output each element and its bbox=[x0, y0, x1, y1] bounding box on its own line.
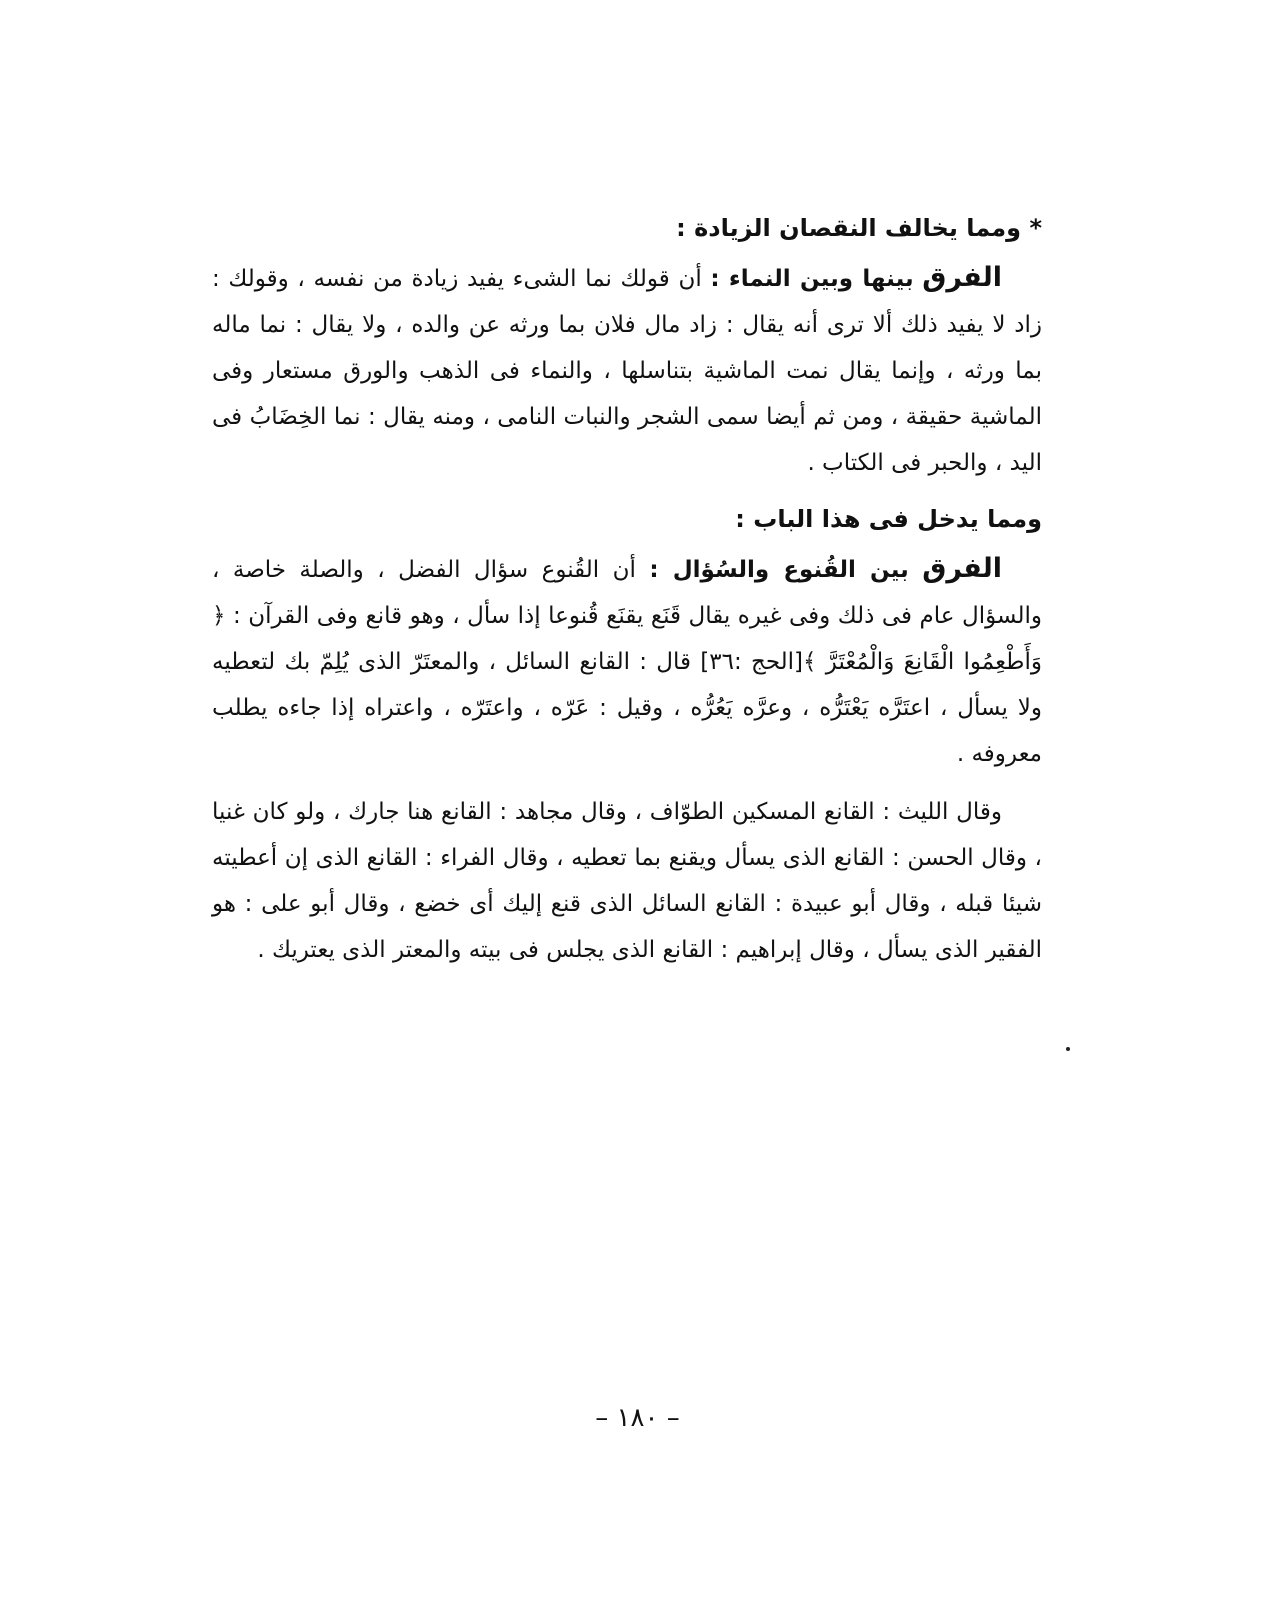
section-heading-one: * ومما يخالف النقصان الزيادة : bbox=[676, 214, 1042, 242]
paragraph-text-one: أن قولك نما الشىء يفيد زيادة من نفسه ، وقولك : زاد لا يفيد ذلك ألا ترى أنه يقال : زاد مال فلان بما ورثه عن والده ، ولا يقال : نما ماله بما ورثه ، وإنما يقال نمت الماشية بتناسلها ، والنماء فى الذهب والورق مستعار وفى الماشية حقيقة ، ومن ثم أيضا سمى الشجر والنبات النامى ، ومنه يقال : نما الخِضَابُ فى اليد ، والحبر فى الكتاب . bbox=[212, 266, 1042, 476]
scan-speck bbox=[1066, 1047, 1070, 1051]
page-body bbox=[212, 205, 1042, 973]
paragraph-scholar-opinions: وقال الليث : القانع المسكين الطوّاف ، وقال مجاهد : القانع هنا جارك ، ولو كان غنيا ، وقال الحسن : القانع الذى يسأل ويقنع بما تعطيه ، وقال الفراء : القانع الذى إن أعطيته شيئا قبله ، وقال أبو عبيدة : القانع السائل الذى قنع إليك أى خضع ، وقال أبو على : هو الفقير الذى يسأل ، وقال إبراهيم : القانع الذى يجلس فى بيته والمعتر الذى يعتريك . bbox=[212, 799, 1042, 963]
paragraph-lead-two: الفرق bbox=[922, 553, 1002, 584]
paragraph-difference-qunu bbox=[212, 546, 1042, 777]
paragraph-lead-rest-two: بين القُنوع والسُؤال : bbox=[649, 557, 909, 583]
paragraph-text-two: أن القُنوع سؤال الفضل ، والصلة خاصة ، والسؤال عام فى ذلك وفى غيره يقال قَنَع يقنَع قُنوعا إذا سأل ، وهو قانع وفى القرآن : ﴿ وَأَطْعِمُوا الْقَانِعَ وَالْمُعْتَرَّ ﴾[الحج :٣٦] قال : القانع السائل ، والمعتَرّ الذى يُلِمّ بك لتعطيه ولا يسأل ، اعتَرَّه يَعْتَرُّه ، وعرَّه يَعُرُّه ، وقيل : عَرّه ، واعتَرّه ، واعتراه إذا جاءه يطلب معروفه . bbox=[212, 557, 1042, 767]
paragraph-difference-growth bbox=[212, 255, 1042, 486]
section-heading-two: ومما يدخل فى هذا الباب : bbox=[735, 505, 1042, 533]
paragraph-lead-rest-one: بينها وبين النماء : bbox=[710, 266, 914, 292]
paragraph-lead-one: الفرق bbox=[922, 262, 1003, 293]
page-number: – ١٨٠ – bbox=[595, 1403, 680, 1433]
